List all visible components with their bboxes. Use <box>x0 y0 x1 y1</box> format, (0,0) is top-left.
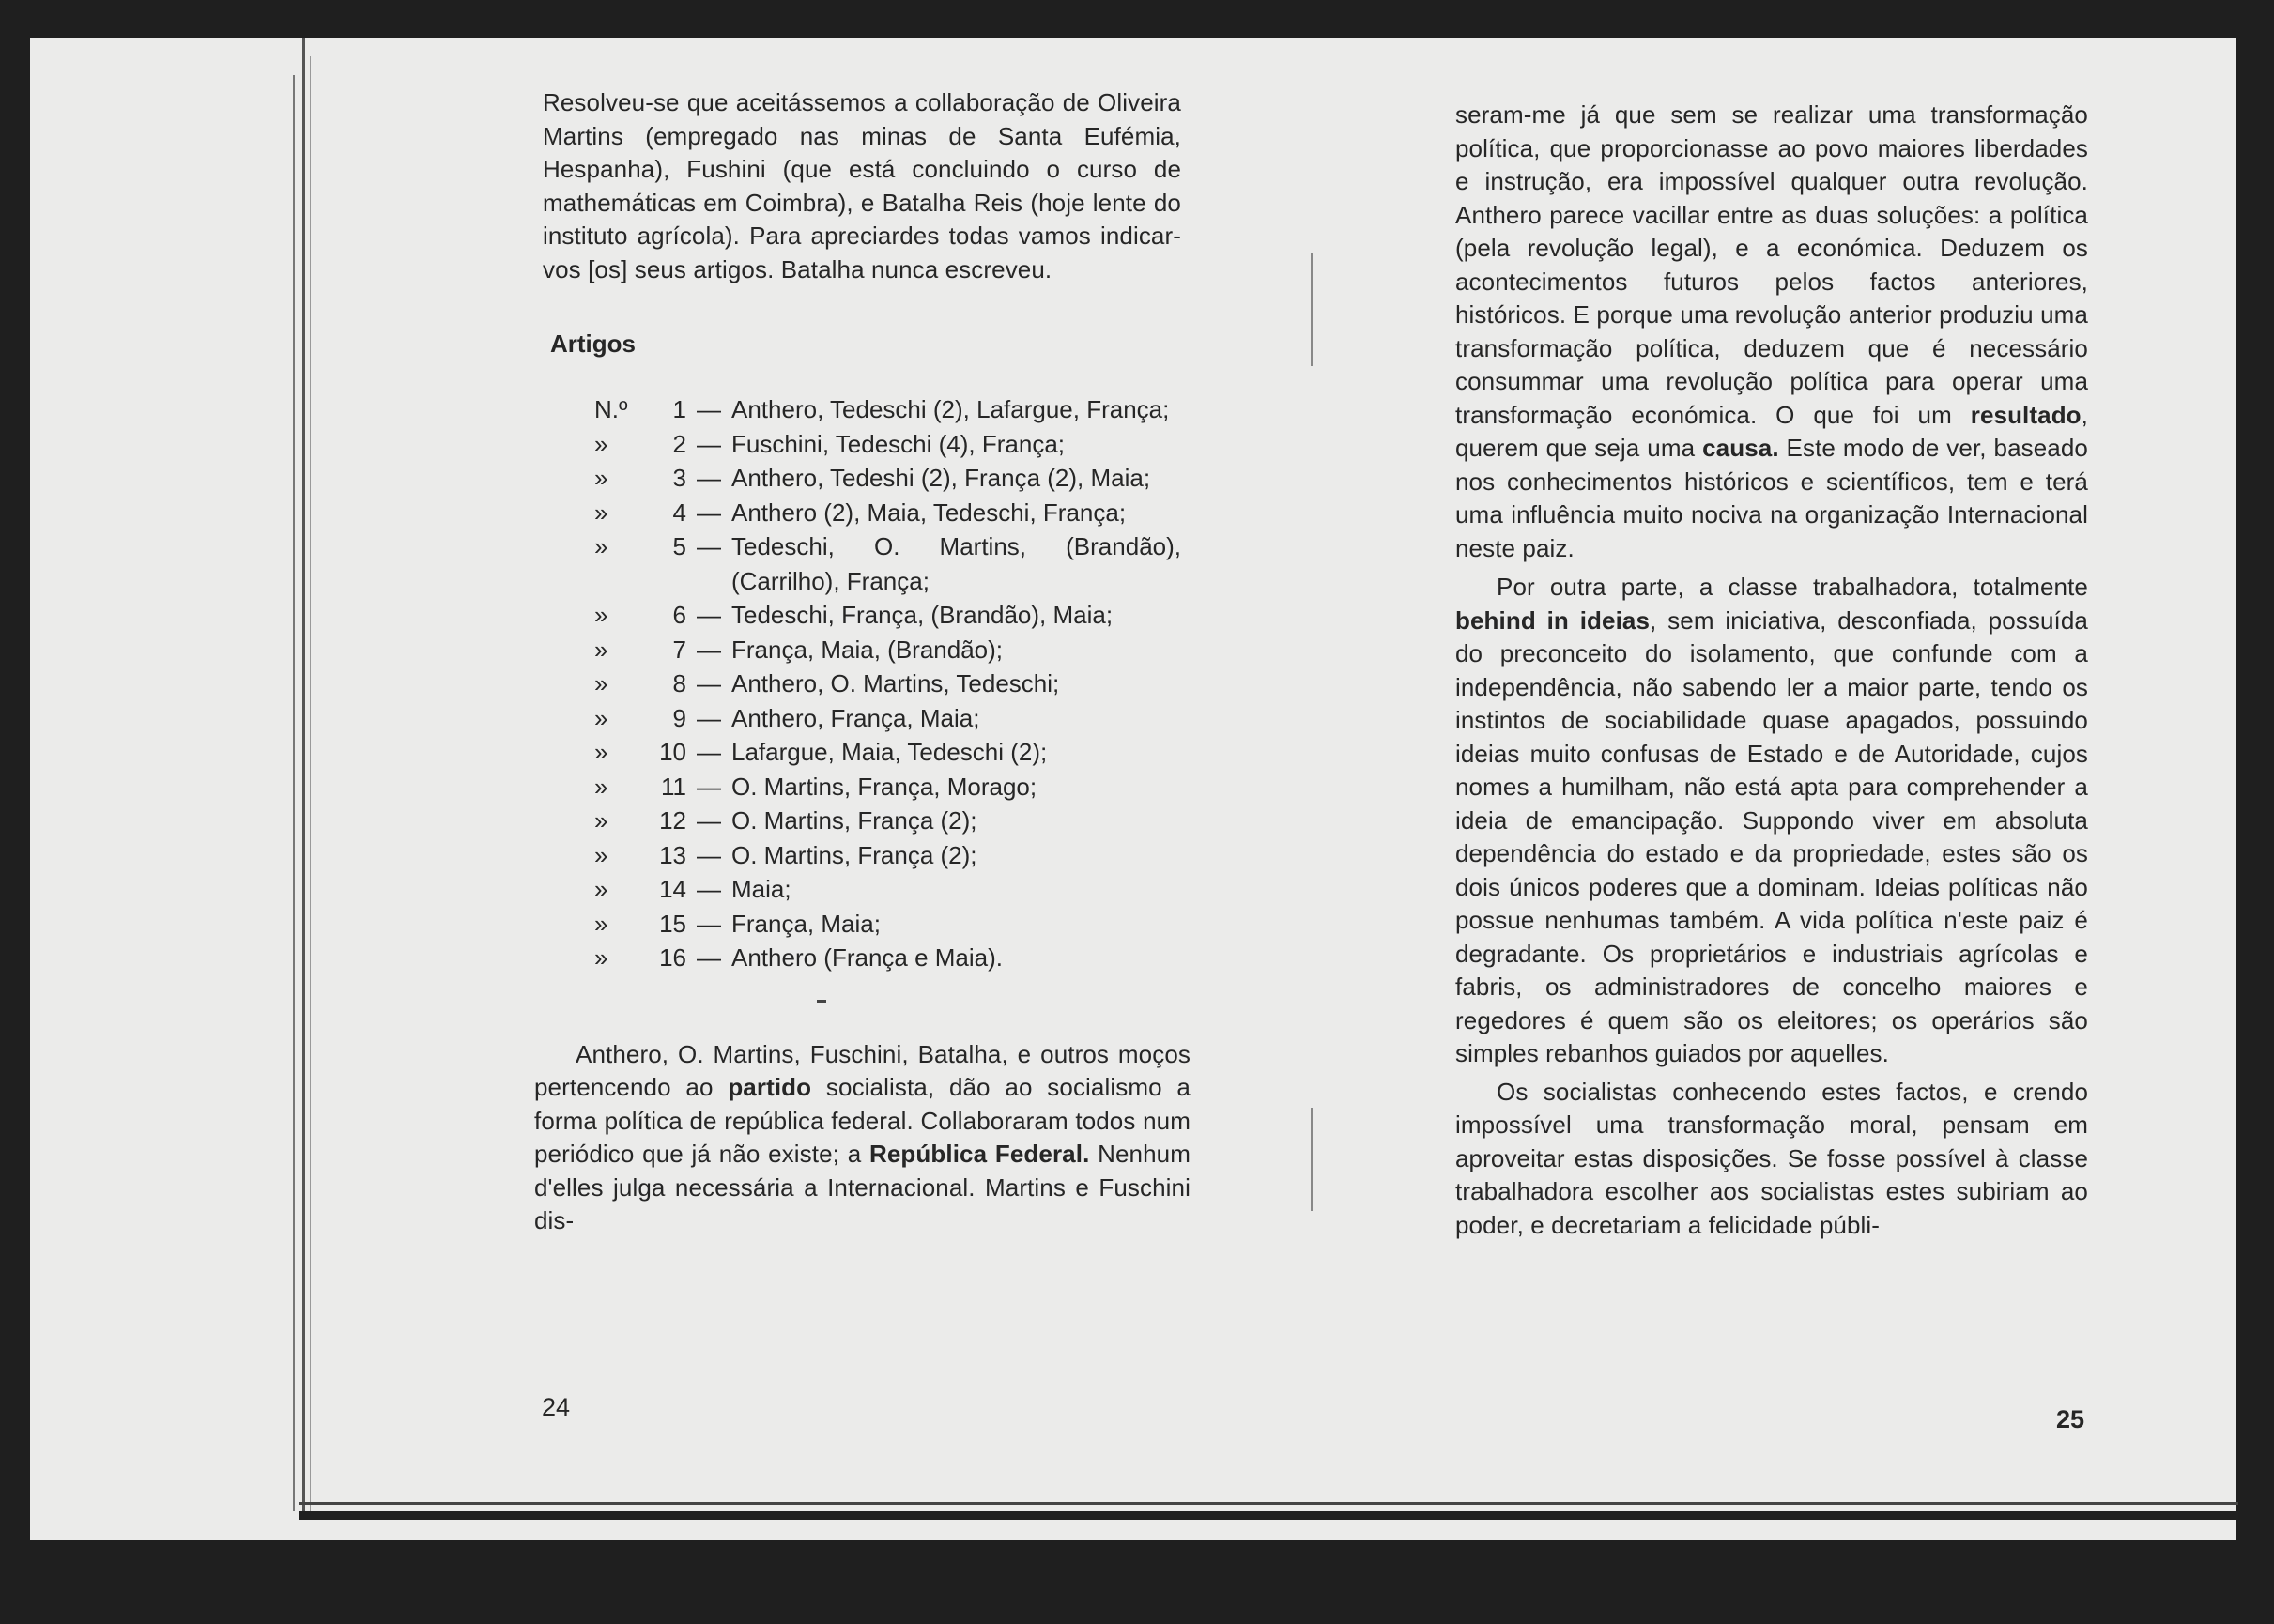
bold-term: partido <box>728 1073 812 1101</box>
right-paragraph-2 <box>1455 571 2088 1071</box>
article-prefix: » <box>594 909 608 938</box>
article-authors: Anthero, Tedeschi (2), Lafargue, França; <box>731 395 1170 423</box>
article-row <box>594 907 1181 942</box>
text-run: socialista, dão ao socialismo a forma política de república federal. Collaboraram todos num periódico que já não existe; a <box>534 1073 1191 1168</box>
article-authors: O. Martins, França, Morago; <box>731 772 1037 801</box>
article-authors: Anthero, Tedeshi (2), França (2), Maia; <box>731 464 1151 492</box>
article-number: 16 <box>659 943 686 972</box>
text-run: Nenhum d'elles julga necessária a Internacional. Martins e Fuschini dis- <box>534 1140 1191 1234</box>
article-prefix: » <box>594 669 608 697</box>
article-number: 7 <box>672 635 686 664</box>
article-row <box>594 872 1181 907</box>
article-number: 4 <box>672 498 686 527</box>
text-run: seram-me já que sem se realizar uma transformação política, que proporcionasse ao povo maiores liberdades e instrução, era impossível qualquer outra revolução. Anthero parece vacillar entre as duas soluções: a política (pela revolução legal), e a económica. Deduzem os acontecimentos futuros pelos factos anteriores, históricos. E porque uma revolução anterior produziu uma transformação política, deduzem que é necessário consummar uma revolução política para operar uma transformação económica. O que foi um <box>1455 100 2088 429</box>
article-prefix: » <box>594 498 608 527</box>
gutter-mark-lower <box>1311 1108 1313 1211</box>
text-run: , sem iniciativa, desconfiada, possuída do preconceito do isolamento, que confunde com a independência, não sabendo ler a maior parte, tendo os instintos de sociabilidade quase apagados, possuindo ideias muito confusas de Estado e de Autoridade, cujos nomes a humilham, não está apta para comprehender a ideia de emancipação. Suppondo viver em absoluta dependência do estado e da propriedade, estes são os dois únicos poderes que a dominam. Ideias políticas não possue nenhumas também. A vida política n'este paiz é degradante. Os proprietários e industriais agrícolas e fabris, os administradores de concelho maiores e regedores é quem são os eleitores; os operários são simples rebanhos guiados por aquelles. <box>1455 605 2088 1067</box>
article-dash: — <box>697 395 721 423</box>
article-prefix: » <box>594 738 608 766</box>
article-prefix: » <box>594 806 608 835</box>
text-run: Anthero, O. Martins, Fuschini, Batalha, e outros moços pertencendo ao <box>534 1039 1191 1101</box>
article-number: 2 <box>672 429 686 458</box>
article-row <box>594 666 1181 701</box>
article-authors: França, Maia; <box>731 909 881 938</box>
article-number: 15 <box>659 909 686 938</box>
article-number: 14 <box>659 875 686 903</box>
article-prefix: » <box>594 875 608 903</box>
article-prefix: » <box>594 943 608 972</box>
article-authors: Anthero, O. Martins, Tedeschi; <box>731 669 1060 697</box>
bold-term: behind in ideias <box>1455 605 1651 635</box>
bold-term: causa. <box>1702 434 1779 462</box>
article-authors: França, Maia, (Brandão); <box>731 635 1004 664</box>
article-dash: — <box>697 703 721 732</box>
article-authors: Tedeschi, França, (Brandão), Maia; <box>731 601 1114 629</box>
article-row <box>594 598 1181 633</box>
article-dash: — <box>697 464 721 492</box>
article-row <box>594 392 1181 427</box>
article-prefix: » <box>594 601 608 629</box>
article-number: 9 <box>672 703 686 732</box>
articles-list <box>543 392 1181 975</box>
article-prefix: » <box>594 464 608 492</box>
article-authors: O. Martins, França (2); <box>731 806 977 835</box>
article-row <box>594 770 1181 804</box>
binding-edge <box>302 38 305 1511</box>
article-prefix: » <box>594 840 608 869</box>
text-run: Este modo de ver, baseado nos conhecimentos históricos e scientíficos, tem e terá uma influência muito nociva na organização Internacional neste paiz. <box>1455 434 2088 562</box>
article-dash: — <box>697 909 721 938</box>
article-dash: — <box>697 601 721 629</box>
article-authors: O. Martins, França (2); <box>731 840 977 869</box>
right-page <box>1455 99 2088 1242</box>
article-prefix: » <box>594 772 608 801</box>
page-number-left: 24 <box>542 1393 571 1421</box>
article-dash: — <box>697 532 721 560</box>
article-prefix: » <box>594 635 608 664</box>
article-row <box>594 838 1181 873</box>
article-authors: Anthero (França e Maia). <box>731 943 1004 972</box>
article-prefix: » <box>594 429 608 458</box>
article-dash: — <box>697 875 721 903</box>
article-authors: Tedeschi, O. Martins, (Brandão), (Carrilho), França; <box>731 532 1181 595</box>
article-dash: — <box>697 498 721 527</box>
page-bottom-edge-shadow <box>299 1502 2238 1505</box>
article-row <box>594 701 1181 736</box>
separator-mark <box>817 1000 826 1003</box>
text-run: , querem que seja uma <box>1455 400 2088 462</box>
article-number: 5 <box>672 532 686 560</box>
binding-edge-outer <box>310 56 311 1511</box>
article-authors: Anthero (2), Maia, Tedeschi, França; <box>731 498 1127 527</box>
article-row <box>594 461 1181 496</box>
article-row <box>594 941 1181 975</box>
article-dash: — <box>697 738 721 766</box>
article-prefix: » <box>594 703 608 732</box>
article-row <box>594 427 1181 462</box>
article-row <box>594 804 1181 838</box>
article-number: 11 <box>661 772 686 801</box>
article-number: 12 <box>659 806 686 835</box>
final-paragraph <box>534 1038 1191 1238</box>
page-number-right: 25 <box>2056 1405 2085 1433</box>
article-dash: — <box>697 840 721 869</box>
article-authors: Maia; <box>731 875 791 903</box>
article-authors: Fuschini, Tedeschi (4), França; <box>731 429 1065 458</box>
article-row <box>594 735 1181 770</box>
article-row <box>594 496 1181 530</box>
left-page <box>534 86 1191 1238</box>
binding-edge-inner <box>293 75 295 1511</box>
article-dash: — <box>697 429 721 458</box>
article-number: 13 <box>659 840 686 869</box>
article-row <box>594 529 1181 598</box>
intro-paragraph: Resolveu-se que aceitássemos a collaboração de Oliveira Martins (empregado nas minas de Santa Eufémia, Hespanha), Fushini (que está concluindo o curso de mathemáticas em Coimbra), e Batalha Reis (hoje lente do instituto agrícola). Para apreciardes todas vamos indicar-vos [os] seus artigos. Batalha nunca escreveu. <box>543 88 1181 283</box>
right-paragraph-3: Os socialistas conhecendo estes factos, e crendo impossível uma transformação moral, pensam em aproveitar estas disposições. Se fosse possível à classe trabalhadora escolher aos socialistas estes subiriam ao poder, e decretariam a felicidade públi- <box>1455 1077 2088 1239</box>
article-dash: — <box>697 943 721 972</box>
article-dash: — <box>697 806 721 835</box>
article-number: 1 <box>672 395 686 423</box>
gutter-mark-upper <box>1311 253 1313 366</box>
bold-term: República Federal. <box>869 1140 1090 1168</box>
article-dash: — <box>697 635 721 664</box>
section-heading: Artigos <box>550 329 636 358</box>
article-dash: — <box>697 772 721 801</box>
text-run: Por outra parte, a classe trabalhadora, totalmente <box>1497 573 2088 601</box>
article-prefix: N.º <box>594 395 628 423</box>
article-authors: Lafargue, Maia, Tedeschi (2); <box>731 738 1048 766</box>
article-dash: — <box>697 669 721 697</box>
article-number: 3 <box>672 464 686 492</box>
bold-term: resultado <box>1970 400 2082 429</box>
article-number: 10 <box>659 738 686 766</box>
article-prefix: » <box>594 532 608 560</box>
page-bottom-edge <box>299 1511 2238 1520</box>
article-row <box>594 633 1181 667</box>
right-paragraph-1 <box>1455 99 2088 565</box>
article-number: 6 <box>672 601 686 629</box>
article-authors: Anthero, França, Maia; <box>731 703 980 732</box>
article-number: 8 <box>672 669 686 697</box>
